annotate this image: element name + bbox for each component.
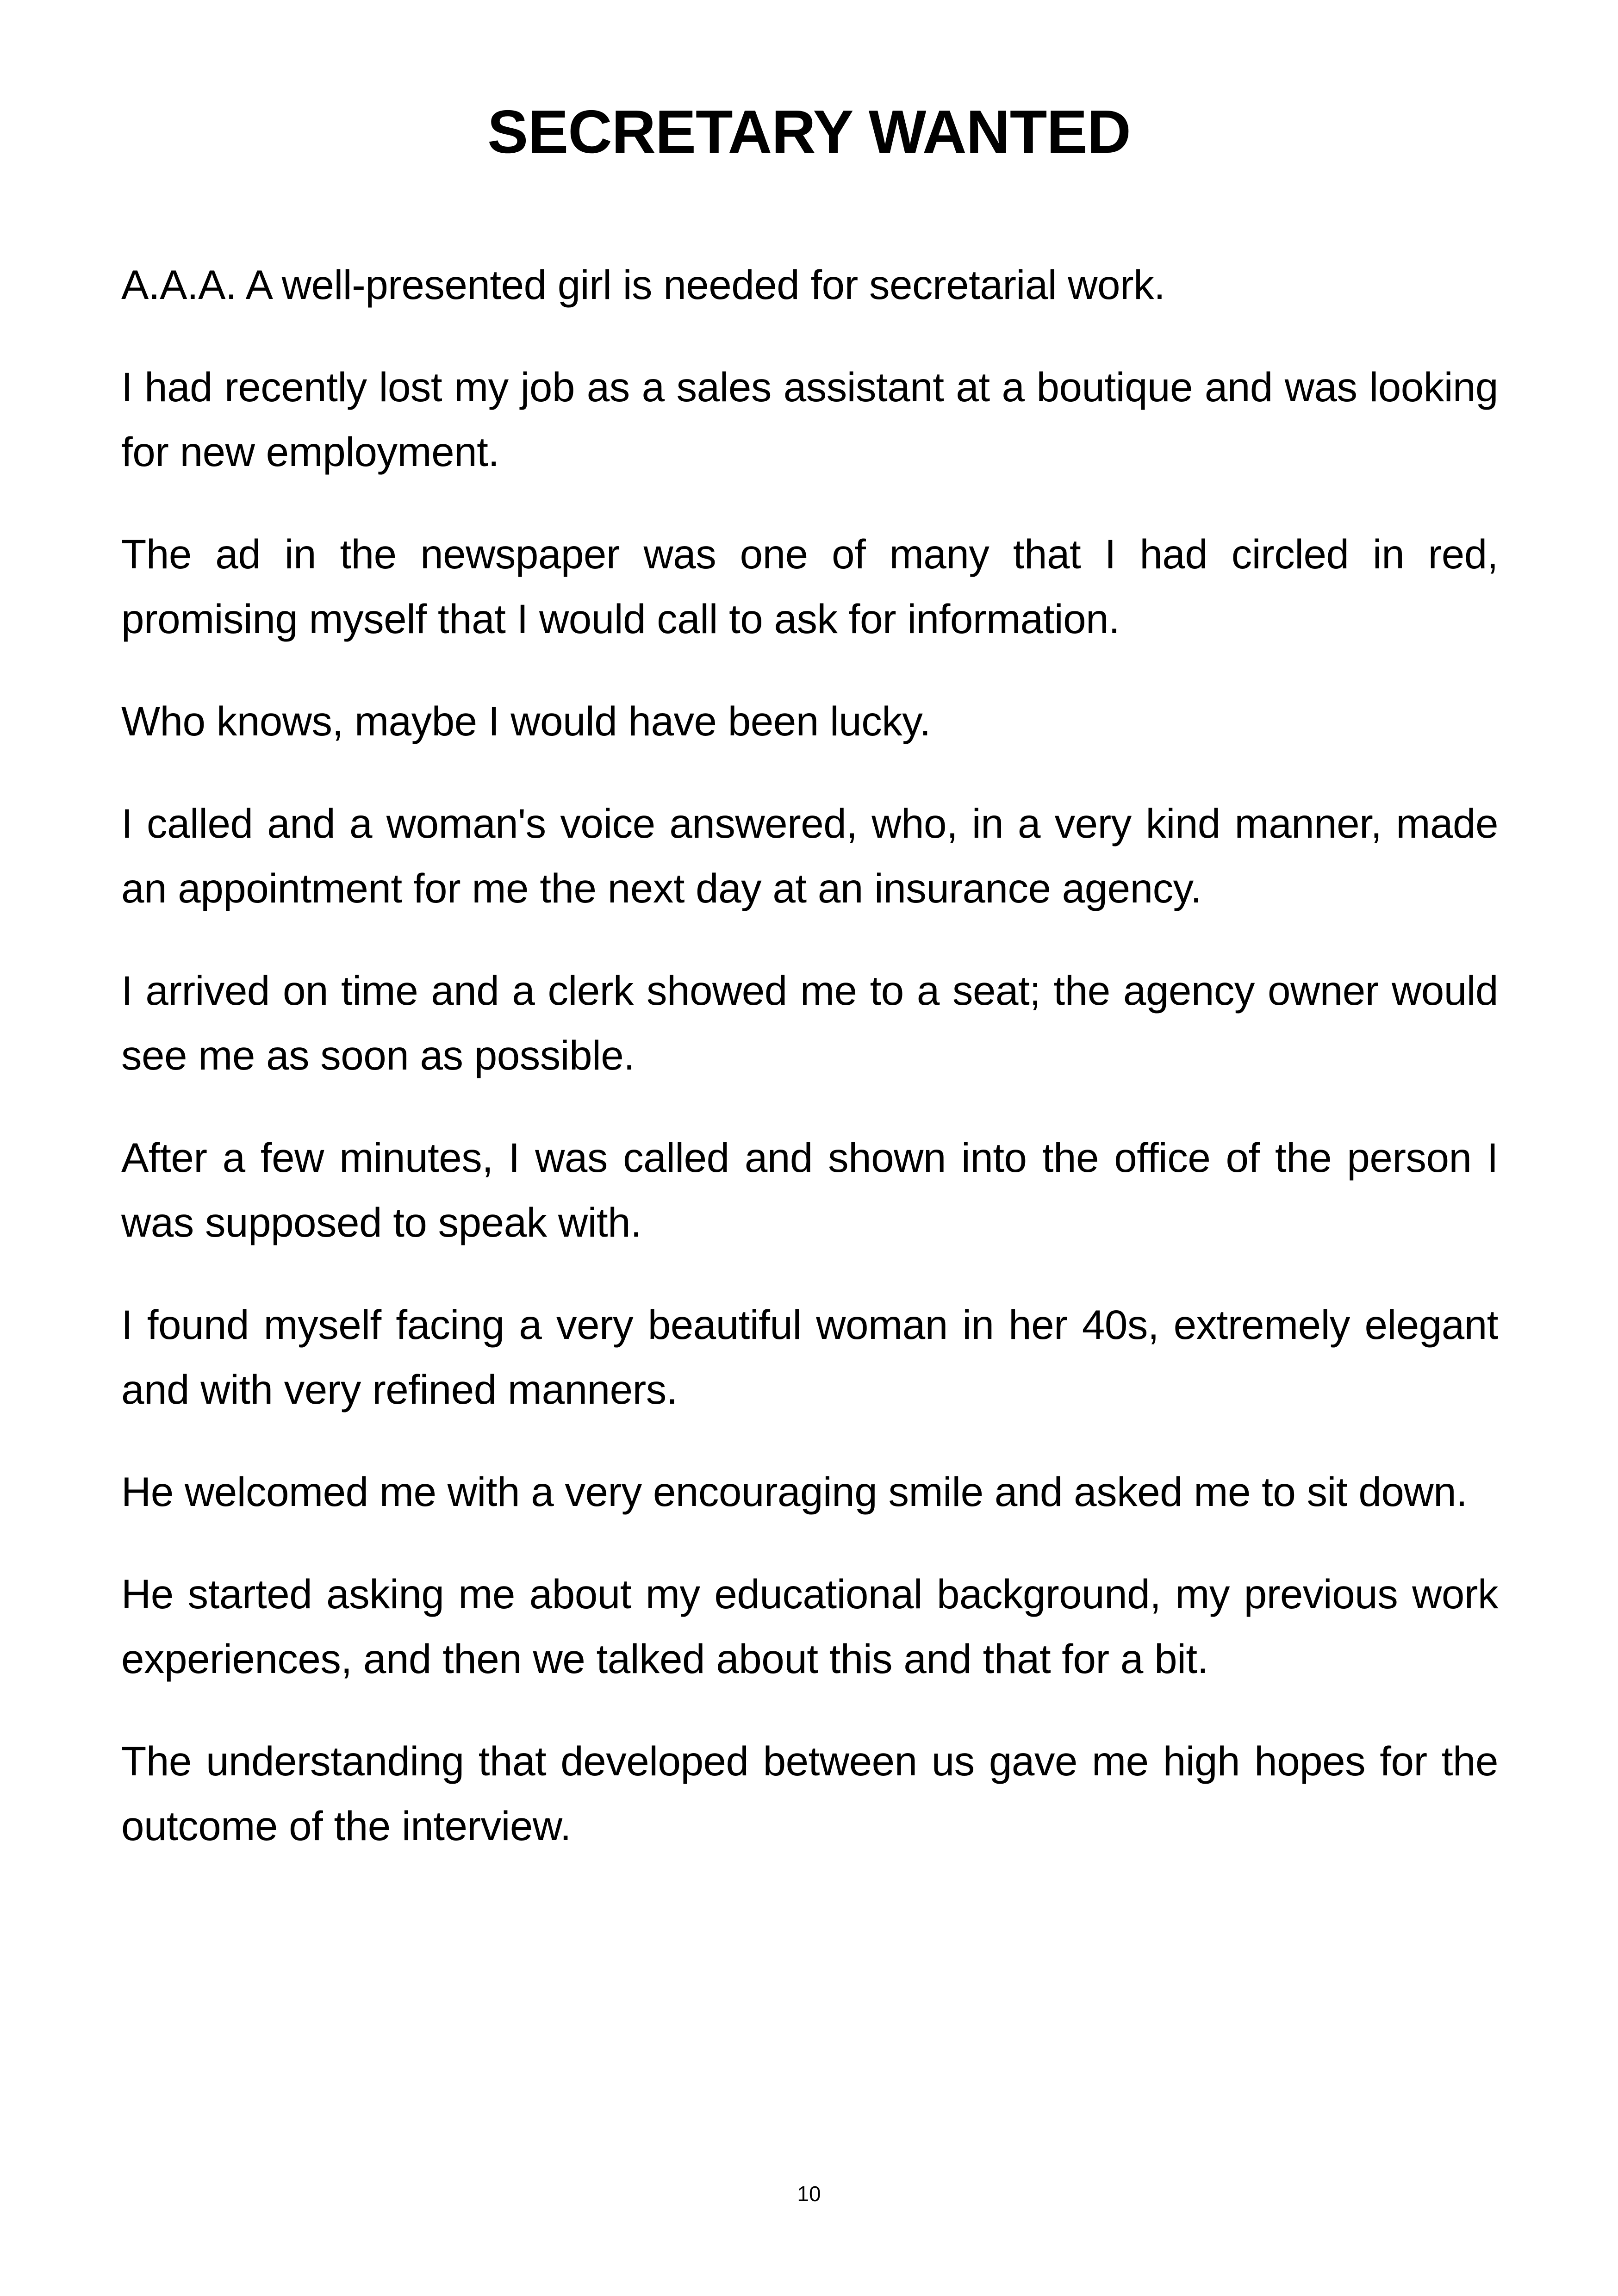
body-text bbox=[121, 252, 1498, 1896]
paragraph-6: I arrived on time and a clerk showed me to a seat; the agency owner would see me as soon as possible. bbox=[121, 967, 1498, 1078]
paragraph-11: The understanding that developed between us gave me high hopes for the outcome of the interview. bbox=[121, 1738, 1498, 1849]
paragraph-2: I had recently lost my job as a sales assistant at a boutique and was looking for new employment. bbox=[121, 364, 1498, 475]
paragraph-10: He started asking me about my educational background, my previous work experiences, and then we talked about this and that for a bit. bbox=[121, 1571, 1498, 1682]
paragraph-9: He welcomed me with a very encouraging smile and asked me to sit down. bbox=[121, 1468, 1468, 1515]
page-title: SECRETARY WANTED bbox=[487, 98, 1131, 166]
paragraph-8: I found myself facing a very beautiful woman in her 40s, extremely elegant and with very refined manners. bbox=[121, 1301, 1498, 1412]
paragraph-7: After a few minutes, I was called and shown into the office of the person I was supposed to speak with. bbox=[121, 1134, 1498, 1245]
paragraph-5: I called and a woman's voice answered, who, in a very kind manner, made an appointment for me the next day at an insurance agency. bbox=[121, 800, 1498, 911]
paragraph-3: The ad in the newspaper was one of many that I had circled in red, promising myself that I would call to ask for information. bbox=[121, 531, 1498, 642]
page-number: 10 bbox=[797, 2182, 821, 2206]
paragraph-1: A.A.A. A well-presented girl is needed for secretarial work. bbox=[121, 261, 1165, 308]
paragraph-4: Who knows, maybe I would have been lucky. bbox=[121, 698, 931, 744]
